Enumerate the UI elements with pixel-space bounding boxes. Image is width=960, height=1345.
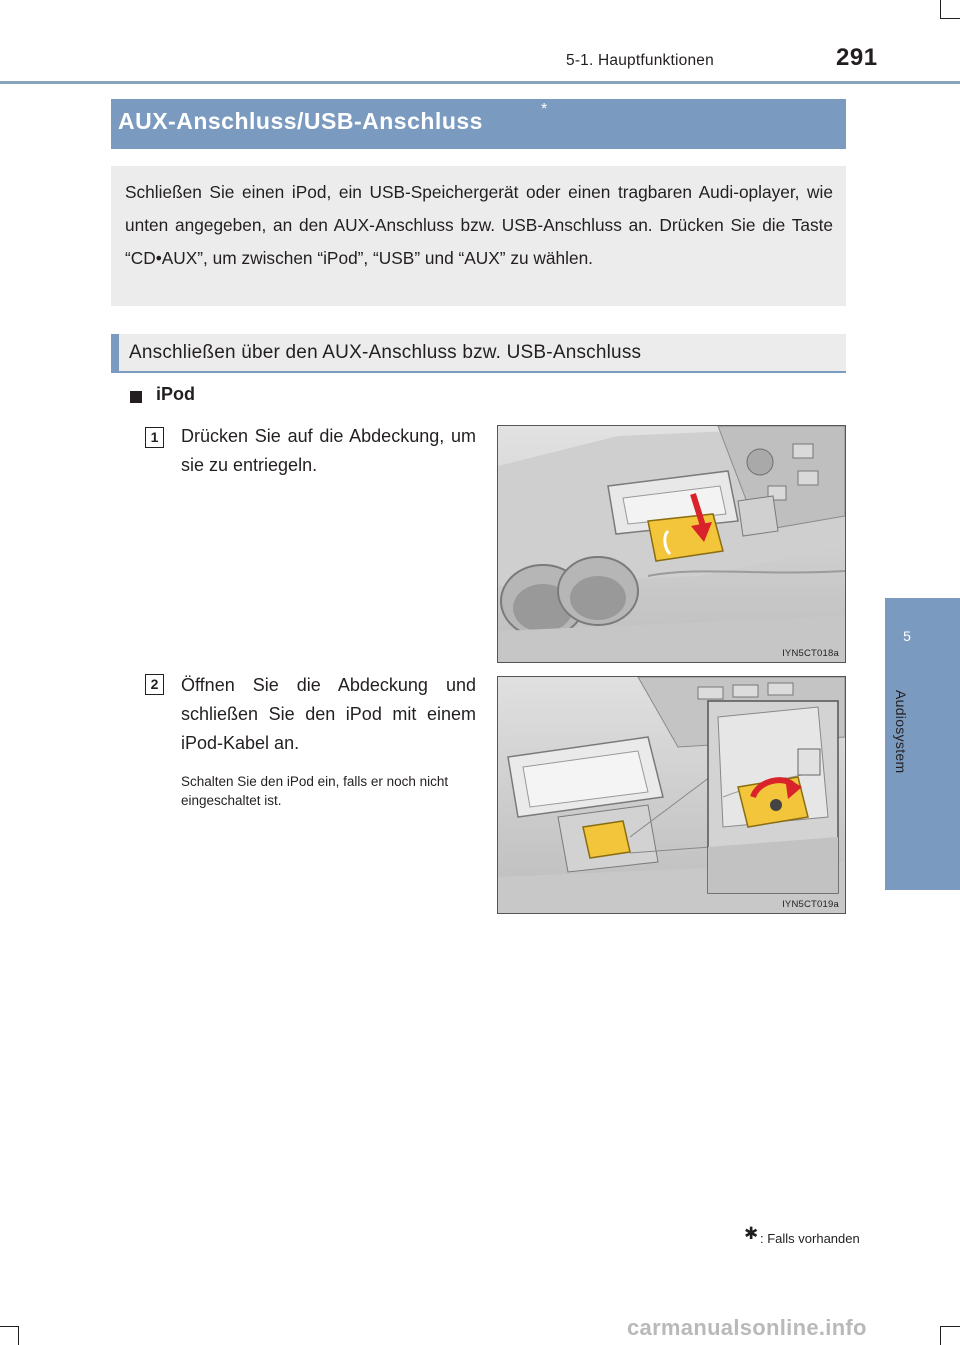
step-number-2: 2	[145, 674, 164, 695]
intro-text: Schließen Sie einen iPod, ein USB-Speichergerät oder einen tragbaren Audi-oplayer, wie unten angegeben, an den AUX-Anschluss bzw. USB-Anschluss an. Drücken Sie die Taste “CD•AUX”, um zwischen “iPod”, “USB” und “AUX” zu wählen.	[125, 182, 833, 268]
asterisk-icon: ✱	[744, 1224, 759, 1243]
crop-mark	[940, 18, 960, 19]
crop-mark	[940, 1326, 941, 1345]
subheading-text: Anschließen über den AUX-Anschluss bzw. USB-Anschluss	[129, 342, 642, 363]
subheading-accent	[111, 334, 119, 372]
crop-mark	[940, 1326, 960, 1327]
step-number-1: 1	[145, 427, 164, 448]
subheading-rule	[111, 371, 846, 373]
header-rule	[0, 81, 960, 84]
crop-mark	[0, 1326, 18, 1327]
ipod-heading: iPod	[156, 384, 195, 404]
image-code: IYN5CT018a	[782, 648, 839, 659]
image-code: IYN5CT019a	[782, 899, 839, 910]
crop-mark	[940, 0, 941, 18]
step-1-text: Drücken Sie auf die Abdeckung, um sie zu entriegeln.	[181, 426, 476, 475]
section-label: 5-1. Hauptfunktionen	[566, 52, 714, 69]
watermark: carmanualsonline.info	[627, 1315, 867, 1340]
illustration-ipod-connection	[497, 676, 846, 914]
title-asterisk: *	[541, 101, 548, 118]
chapter-tab-number: 5	[903, 628, 911, 644]
illustration-console-cover	[497, 425, 846, 663]
page-title: AUX-Anschluss/USB-Anschluss	[118, 108, 483, 134]
square-bullet-icon	[130, 391, 142, 403]
console-illustration-2	[498, 677, 845, 913]
footnote-text: : Falls vorhanden	[760, 1231, 860, 1246]
step-2-note: Schalten Sie den iPod ein, falls er noch nicht eingeschaltet ist.	[181, 774, 449, 808]
console-illustration-1	[498, 426, 845, 662]
chapter-tab-label: Audiosystem	[893, 690, 909, 774]
page-number: 291	[836, 44, 878, 71]
step-2-text: Öffnen Sie die Abdeckung und schließen Sie den iPod mit einem iPod-Kabel an.	[181, 675, 476, 753]
crop-mark	[18, 1326, 19, 1345]
